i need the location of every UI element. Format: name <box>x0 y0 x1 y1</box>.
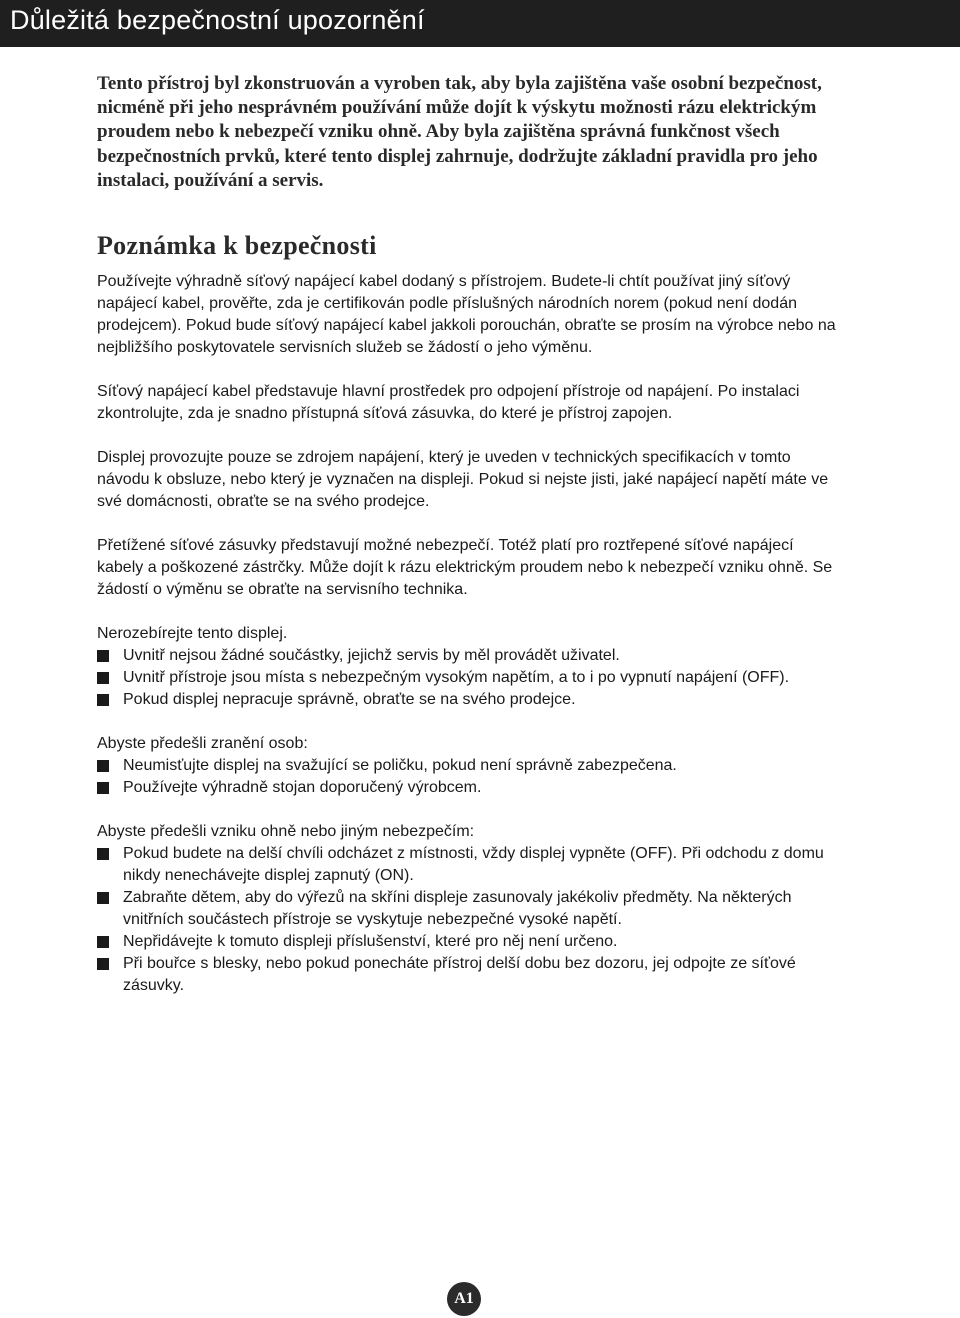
paragraph-power-cord: Používejte výhradně síťový napájecí kabel dodaný s přístrojem. Budete-li chtít používat jiný síťový napájecí kabel, prověřte, zda je certifikován podle příslušných národních norem (pokud není dodán prodejcem). Pokud bude síťový napájecí kabel jakkoli porouchán, obraťte se prosím na výrobce nebo na nejbližšího poskytovatele servisních služeb se žádostí o jeho výměnu. <box>97 273 836 357</box>
bullet-square-icon <box>97 694 109 706</box>
bullet-square-icon <box>97 782 109 794</box>
list-item: Pokud displej nepracuje správně, obraťte se na svého prodejce. <box>97 689 837 711</box>
list-item: Zabraňte dětem, aby do výřezů na skříni displeje zasunovaly jakékoliv předměty. Na některých vnitřních součástech přístroje se vyskytuje nebezpečné vysoké napětí. <box>97 887 837 931</box>
bullet-list-fire <box>97 843 837 997</box>
paragraph-power-source: Displej provozujte pouze se zdrojem napájení, který je uveden v technických specifikacích v tomto návodu k obsluze, nebo který je vyznačen na displeji. Pokud si nejste jisti, jaké napájecí napětí máte ve své domácnosti, obraťte se na svého prodejce. <box>97 449 829 511</box>
bullet-square-icon <box>97 650 109 662</box>
list-item: Používejte výhradně stojan doporučený výrobcem. <box>97 777 837 799</box>
intro-paragraph: Tento přístroj byl zkonstruován a vyroben tak, aby byla zajištěna vaše osobní bezpečnost, nicméně při jeho nesprávném používání může dojít k výskytu možnosti rázu elektrickým proudem nebo k nebezpečí vzniku ohně. Aby byla zajištěna správná funkčnost všech bezpečnostních prvků, které tento displej zahrnuje, dodržujte základní pravidla pro jeho instalaci, používání a servis. <box>97 73 822 191</box>
list-item: Pokud budete na delší chvíli odcházet z místnosti, vždy displej vypněte (OFF). Při odchodu z domu nikdy nenechávejte displej zapnutý (ON). <box>97 843 837 887</box>
bullet-list-injury <box>97 755 837 799</box>
bullet-square-icon <box>97 760 109 772</box>
bullet-square-icon <box>97 672 109 684</box>
list-item: Při bouřce s blesky, nebo pokud ponecháte přístroj delší dobu bez dozoru, jej odpojte ze síťové zásuvky. <box>97 953 837 997</box>
paragraph-disconnect: Síťový napájecí kabel představuje hlavní prostředek pro odpojení přístroje od napájení. Po instalaci zkontrolujte, zda je snadno přístupná síťová zásuvka, do které je přístroj zapojen. <box>97 383 800 423</box>
list-item: Uvnitř nejsou žádné součástky, jejichž servis by měl provádět uživatel. <box>97 645 837 667</box>
group-lead-disassembly: Nerozebírejte tento displej. <box>97 625 288 643</box>
list-item: Neumisťujte displej na svažující se poličku, pokud není správně zabezpečena. <box>97 755 837 777</box>
page-title: Důležitá bezpečnostní upozornění <box>10 5 425 35</box>
section-heading: Poznámka k bezpečnosti <box>97 231 377 261</box>
list-item: Uvnitř přístroje jsou místa s nebezpečným vysokým napětím, a to i po vypnutí napájení (OFF). <box>97 667 837 689</box>
group-lead-injury: Abyste předešli zranění osob: <box>97 735 308 753</box>
group-lead-fire: Abyste předešli vzniku ohně nebo jiným nebezpečím: <box>97 823 475 841</box>
bullet-list-disassembly <box>97 645 837 711</box>
bullet-square-icon <box>97 848 109 860</box>
bullet-square-icon <box>97 958 109 970</box>
bullet-square-icon <box>97 936 109 948</box>
list-item: Nepřidávejte k tomuto displeji příslušenství, které pro něj není určeno. <box>97 931 837 953</box>
page-number-badge: A1 <box>447 1282 481 1316</box>
document-body <box>97 72 837 997</box>
paragraph-overload: Přetížené síťové zásuvky představují možné nebezpečí. Totéž platí pro roztřepené síťové napájecí kabely a poškozené zástrčky. Může dojít k rázu elektrickým proudem nebo k nebezpečí vzniku ohně. Se žádostí o výměnu se obraťte na servisního technika. <box>97 537 833 599</box>
page-header <box>0 0 960 47</box>
bullet-square-icon <box>97 892 109 904</box>
